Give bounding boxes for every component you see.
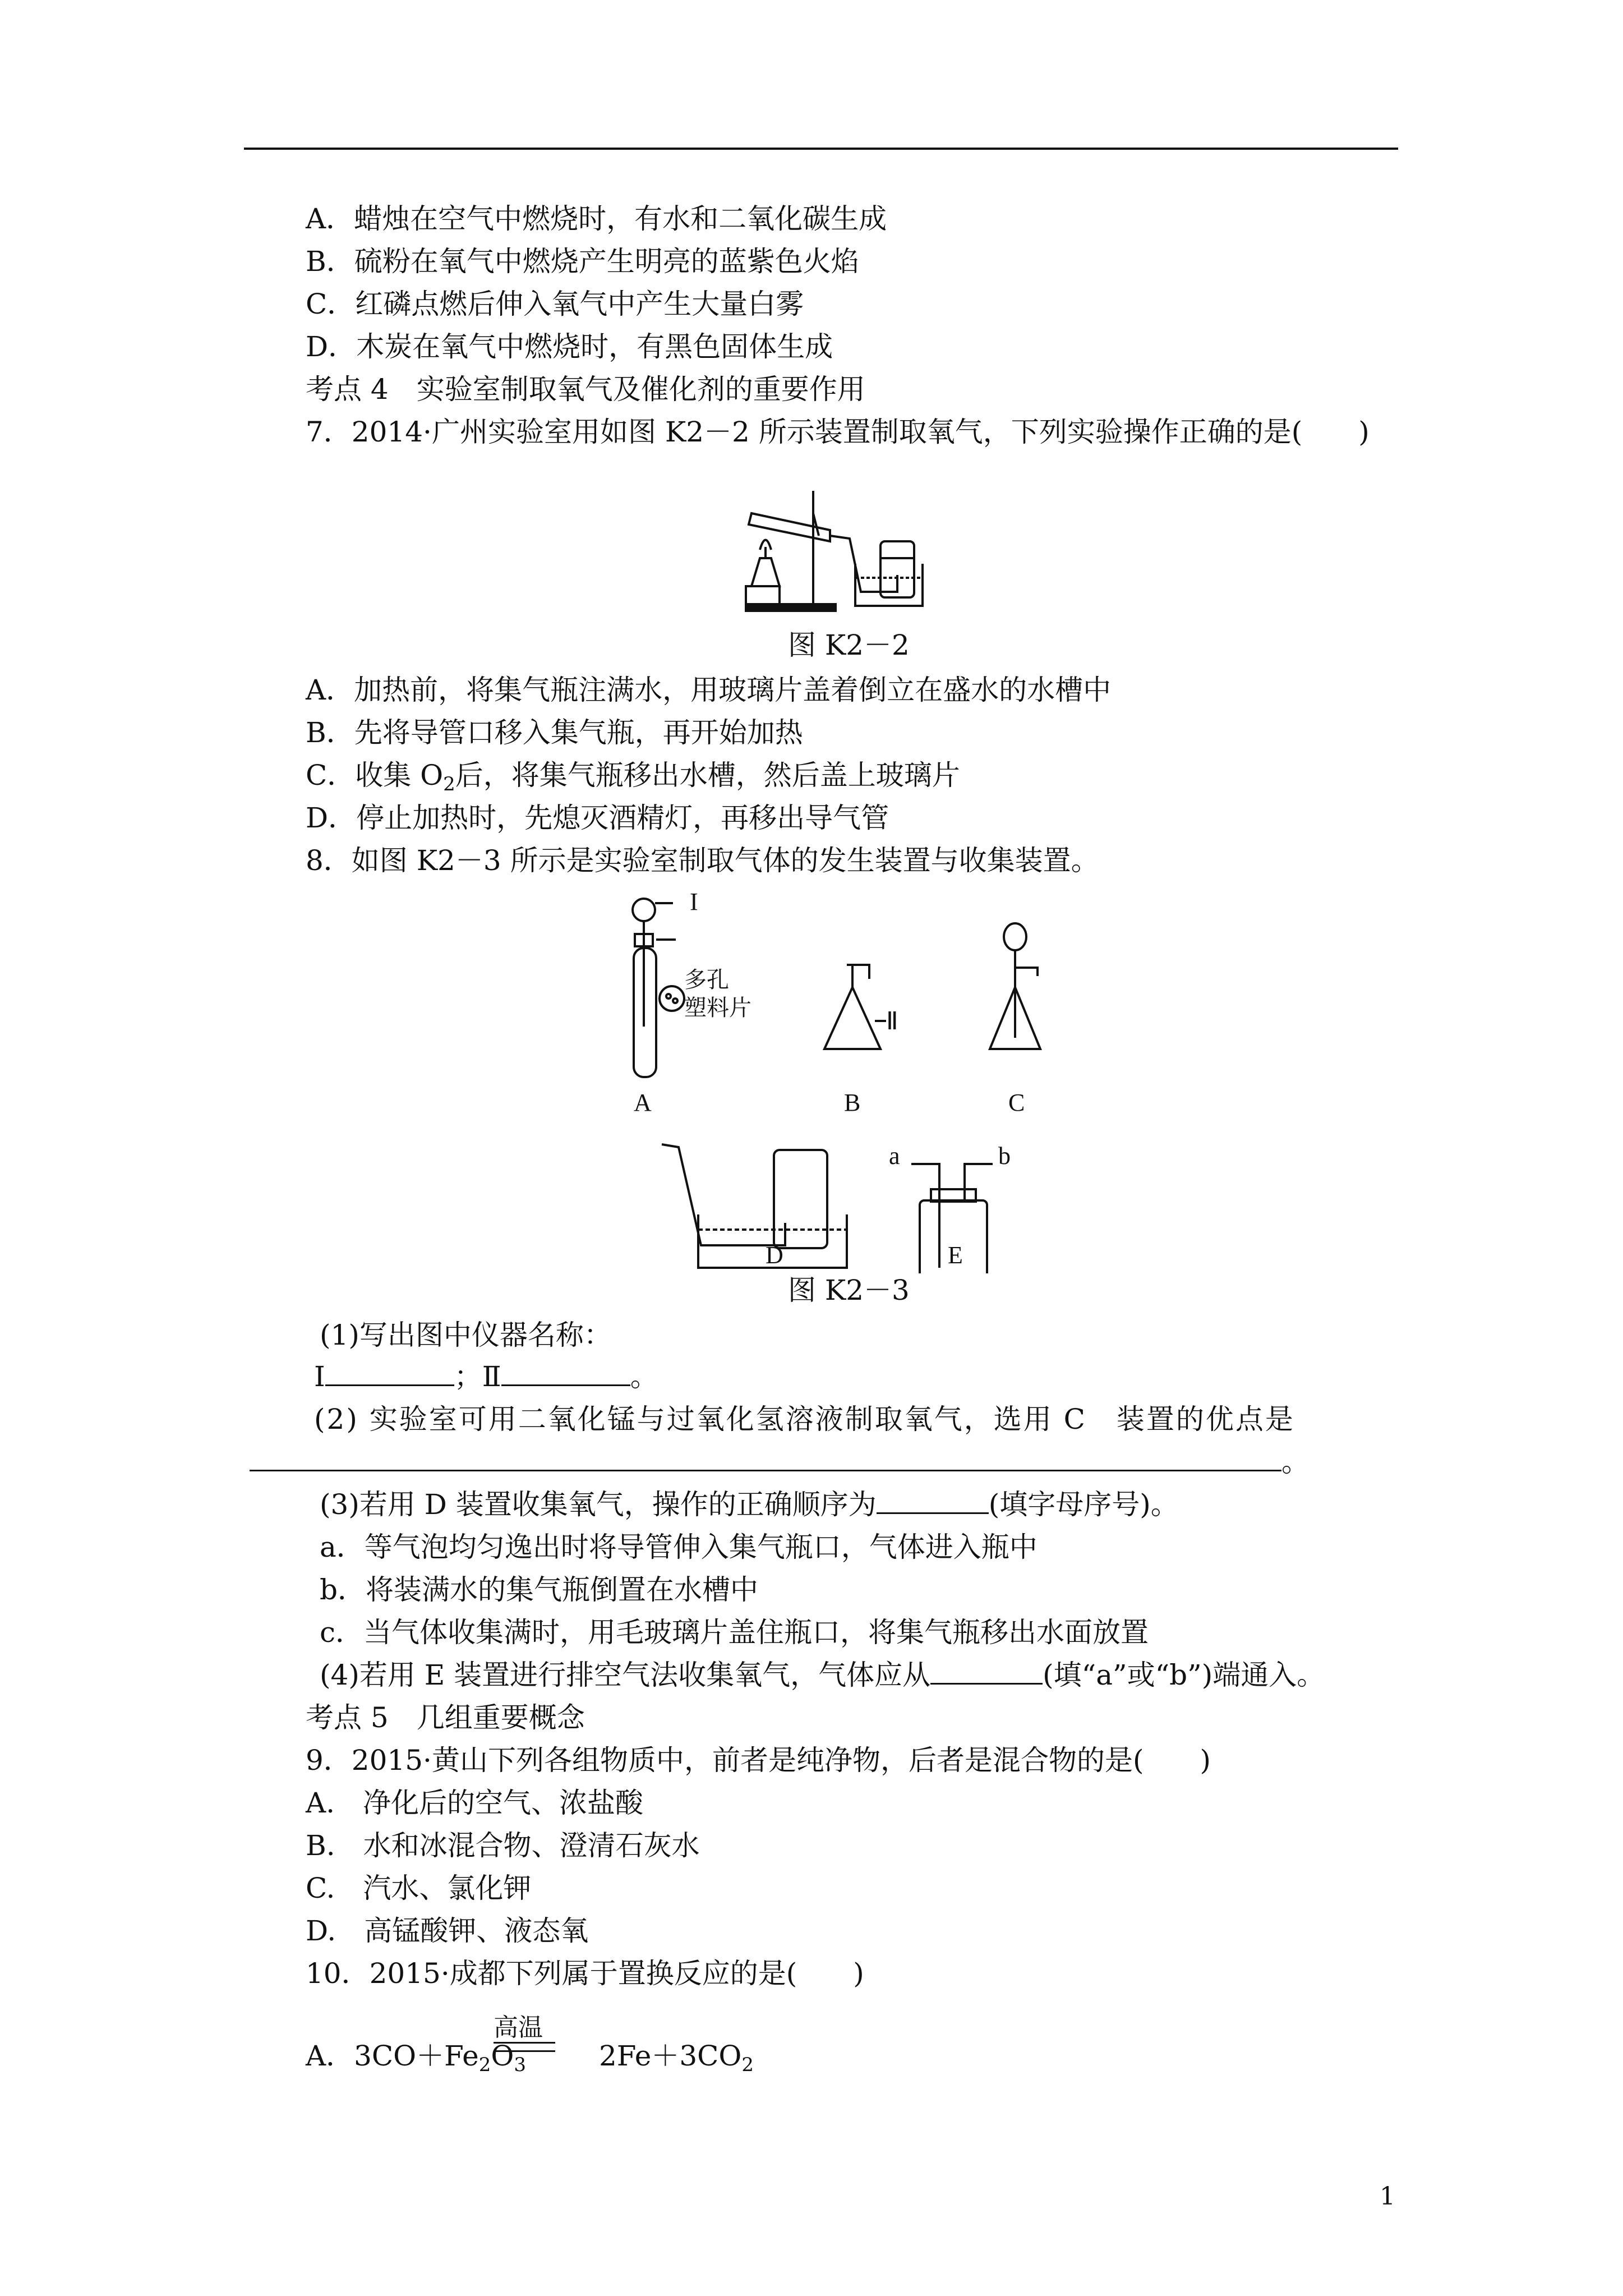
label-I: I <box>690 888 698 915</box>
figure-k2-2-caption: 图 K2－2 <box>788 629 910 661</box>
q8-part3-b: b．将装满水的集气瓶倒置在水槽中 <box>320 1573 759 1606</box>
q9-option-a: A. 净化后的空气、浓盐酸 <box>306 1787 644 1819</box>
q7-stem: 7．2014·广州实验室用如图 K2－2 所示装置制取氧气，下列实验操作正确的是( ) <box>306 416 1370 448</box>
header-rule <box>244 148 1398 150</box>
label-E: E <box>948 1241 963 1269</box>
label-II: Ⅱ <box>886 1007 898 1035</box>
q8-part1-blanks: Ⅰ ；Ⅱ 。 <box>314 1360 658 1393</box>
q6-option-b: B．硫粉在氧气中燃烧产生明亮的蓝紫色火焰 <box>306 245 859 278</box>
q8-part2-blank: 。 <box>250 1445 1310 1479</box>
q9-stem: 9．2015·黄山下列各组物质中，前者是纯净物，后者是混合物的是( ) <box>306 1744 1211 1777</box>
q8-part3: (3)若用 D 装置收集氧气，操作的正确顺序为 (填字母序号)。 <box>320 1488 1179 1521</box>
q8-part3-c: c．当气体收集满时，用毛玻璃片盖住瓶口，将集气瓶移出水面放置 <box>320 1616 1149 1649</box>
q8-part3-a: a．等气泡均匀逸出时将导管伸入集气瓶口，气体进入瓶中 <box>320 1531 1038 1563</box>
label-porous-1: 多孔 <box>684 967 729 992</box>
label-b: b <box>998 1142 1011 1170</box>
q7-option-c: C．收集 $O_2$后，将集气瓶移出水槽，然后盖上玻璃片 <box>306 759 960 795</box>
q8-part1: (1)写出图中仪器名称： <box>320 1319 612 1351</box>
page-number: 1 <box>1380 2182 1395 2211</box>
figure-k2-3-caption: 图 K2－3 <box>788 1274 910 1306</box>
q9-option-b: B. 水和冰混合物、澄清石灰水 <box>306 1829 700 1862</box>
q7-option-b: B．先将导管口移入集气瓶，再开始加热 <box>306 716 803 749</box>
label-a: a <box>889 1142 900 1170</box>
q8-stem: 8．如图 K2－3 所示是实验室制取气体的发生装置与收集装置。 <box>306 844 1099 877</box>
q9-option-c: C. 汽水、氯化钾 <box>306 1872 532 1904</box>
q10-condition: 高温 <box>494 2013 543 2042</box>
q7-option-d: D．停止加热时，先熄灭酒精灯，再移出导气管 <box>306 802 889 834</box>
label-B: B <box>844 1089 861 1116</box>
label-C: C <box>1008 1089 1025 1116</box>
q7-option-a: A．加热前，将集气瓶注满水，用玻璃片盖着倒立在盛水的水槽中 <box>306 674 1112 706</box>
q8-part4: (4)若用 E 装置进行排空气法收集氧气，气体应从 (填“a”或“b”)端通入。 <box>320 1659 1325 1691</box>
q10-option-a: A．$3CO+Fe_2O_3$ $2Fe+3CO_2$ <box>306 2040 754 2076</box>
figure-k2-3 <box>606 886 1066 1273</box>
label-D: D <box>766 1241 783 1269</box>
q6-option-c: C．红磷点燃后伸入氧气中产生大量白雾 <box>306 288 804 320</box>
q6-option-d: D．木炭在氧气中燃烧时，有黑色固体生成 <box>306 330 833 363</box>
q6-option-a: A．蜡烛在空气中燃烧时，有水和二氧化碳生成 <box>306 203 887 235</box>
section-4-heading: 考点 4 实验室制取氧气及催化剂的重要作用 <box>306 373 865 406</box>
label-porous-2: 塑料片 <box>684 995 751 1020</box>
q10-stem: 10．2015·成都下列属于置换反应的是( ) <box>306 1957 864 1990</box>
section-5-heading: 考点 5 几组重要概念 <box>306 1701 585 1734</box>
label-A: A <box>634 1089 652 1116</box>
q8-part2: (2) 实验室可用二氧化锰与过氧化氢溶液制取氧气，选用 C 装置的优点是 <box>314 1403 1295 1435</box>
q9-option-d: D. 高锰酸钾、液态氧 <box>306 1915 589 1947</box>
figure-k2-2 <box>729 480 931 614</box>
